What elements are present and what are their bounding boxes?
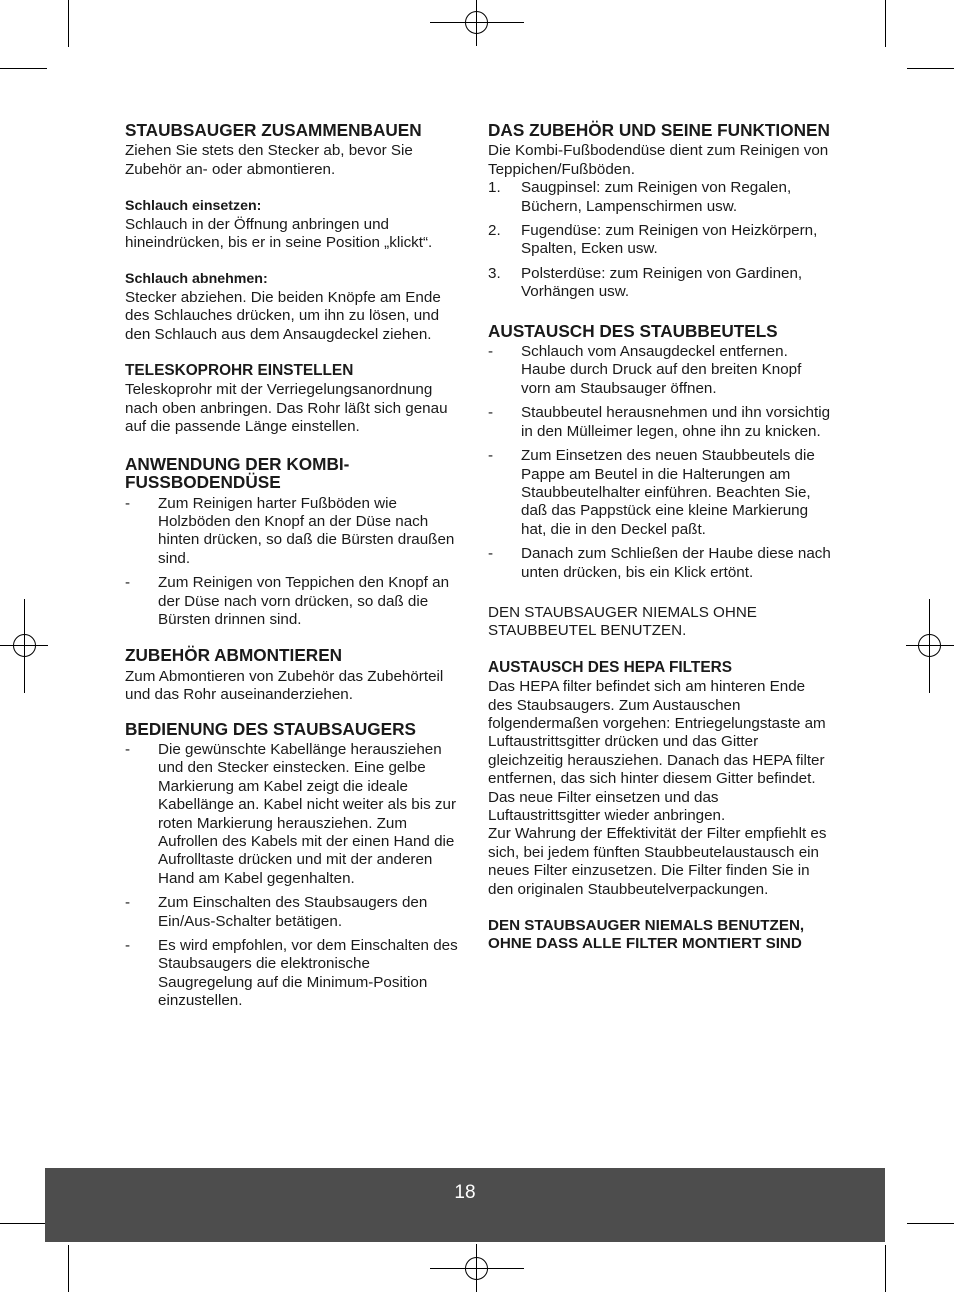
list-item — [125, 741, 467, 888]
list-item-text: Die gewünschte Kabellänge herausziehen und den Stecker einstecken. Eine gelbe Markierung am Kabel zeigt die ideale Kabellänge an. Kabel nicht weiter als bis zur roten Markierung herausziehen. Zum Aufrollen des Kabels mit der einen Hand die Aufrolltaste drücken und mit der anderen Hand am Kabel gegenhalten. — [158, 740, 457, 887]
registration-mark-right — [906, 599, 954, 693]
hose-insert-text: Schlauch in der Öffnung anbringen und hineindrücken, bis er in seine Position „klickt“. — [125, 215, 433, 252]
telescope-text: Teleskoprohr mit der Verriegelungsanordnung nach oben anbringen. Das Rohr läßt sich genau auf die passende Länge einstellen. — [125, 381, 448, 436]
crop-mark-top-right — [884, 0, 954, 70]
list-marker: - — [125, 937, 131, 955]
list-item-text: Zum Einschalten des Staubsaugers den Ein/Aus-Schalter betätigen. — [158, 894, 428, 930]
list-item — [488, 179, 833, 216]
list-marker: - — [488, 545, 494, 563]
section-title-detach: ZUBEHÖR ABMONTIEREN — [125, 645, 343, 666]
list-marker: - — [125, 740, 131, 758]
section-title-operation: BEDIENUNG DES STAUBSAUGERS — [125, 718, 416, 739]
hose-remove-title: Schlauch abnehmen: — [125, 271, 268, 288]
section-title-bag: AUSTAUSCH DES STAUBBEUTELS — [488, 320, 778, 341]
section-title-assemble: STAUBSAUGER ZUSAMMENBAUEN — [125, 120, 422, 140]
list-item — [125, 894, 467, 931]
list-item-text: Saugpinsel: zum Reinigen von Regalen, Büchern, Lampenschirmen usw. — [521, 179, 792, 215]
list-marker: 1. — [488, 179, 501, 197]
section-title-accessories: DAS ZUBEHÖR UND SEINE FUNKTIONEN — [488, 120, 830, 140]
operation-list — [125, 741, 467, 1011]
section-accessories — [488, 121, 833, 302]
footer-bar — [45, 1168, 885, 1242]
list-item — [488, 447, 833, 539]
section-nozzle — [125, 455, 467, 630]
registration-mark-left — [0, 599, 48, 693]
hose-remove-text: Stecker abziehen. Die beiden Knöpfe am Ende des Schlauches drücken, um ihn zu lösen, und den Schlauch aus dem Ansaugdeckel ziehen. — [125, 288, 441, 343]
hepa-text-2: Zur Wahrung der Effektivität der Filter empfiehlt es sich, bei jedem fünften Staubbeutelaustausch ein neues Filter einzusetzen. Die Filter finden Sie in den originalen Staubbeutelverpackungen. — [488, 825, 827, 898]
list-item-text: Zum Einsetzen des neuen Staubbeutels die Pappe am Beutel in die Halterungen am Staubbeutelhalter einführen. Beachten Sie, daß das Pappstück eine kleine Markierung hat, die in den Deckel paßt. — [521, 447, 815, 538]
hepa-warning: DEN STAUBSAUGER NIEMALS BENUTZEN, OHNE DASS ALLE FILTER MONTIERT SIND — [488, 917, 805, 953]
section-assemble — [125, 121, 467, 344]
list-marker: - — [488, 404, 494, 422]
list-item-text: Zum Reinigen von Teppichen den Knopf an der Düse nach vorn drücken, so daß die Bürsten drinnen sind. — [158, 574, 450, 628]
section-hepa — [488, 659, 833, 954]
list-marker: - — [488, 343, 494, 361]
section-detach — [125, 646, 467, 704]
list-item — [125, 937, 467, 1011]
registration-mark-top — [430, 0, 524, 48]
section-operation — [125, 720, 467, 1011]
list-item — [488, 545, 833, 582]
accessories-intro: Die Kombi-Fußbodendüse dient zum Reinigen von Teppichen/Fußböden. — [488, 142, 829, 178]
list-item-text: Schlauch vom Ansaugdeckel entfernen. Haube durch Druck auf den breiten Knopf vorn am Staubsauger öffnen. — [521, 343, 802, 397]
list-item — [125, 574, 467, 629]
section-title-nozzle: ANWENDUNG DER KOMBI-FUSSBODENDÜSE — [125, 453, 350, 493]
list-item-text: Staubbeutel herausnehmen und ihn vorsichtig in den Mülleimer legen, ohne ihn zu knicken. — [521, 404, 831, 440]
list-item-text: Zum Reinigen harter Fußböden wie Holzböden den Knopf an der Düse nach hinten drücken, so daß die Bürsten draußen sind. — [158, 494, 455, 567]
list-item — [488, 265, 833, 302]
list-item-text: Es wird empfohlen, vor dem Einschalten des Staubsaugers die elektronische Saugregelung auf die Minimum-Position einzustellen. — [158, 937, 458, 1010]
list-marker: 3. — [488, 264, 501, 282]
list-item — [488, 404, 833, 441]
list-item-text: Fugendüse: zum Reinigen von Heizkörpern, Spalten, Ecken usw. — [521, 222, 818, 258]
list-item-text: Danach zum Schließen der Haube diese nach unten drücken, bis ein Klick ertönt. — [521, 545, 831, 581]
list-marker: 2. — [488, 222, 501, 240]
crop-mark-top-left — [0, 0, 70, 70]
detach-text: Zum Abmontieren von Zubehör das Zubehörteil und das Rohr auseinanderziehen. — [125, 667, 444, 704]
list-marker: - — [488, 447, 494, 465]
bag-list — [488, 343, 833, 582]
section-title-telescope: TELESKOPROHR EINSTELLEN — [125, 362, 354, 380]
section-telescope — [125, 362, 467, 437]
list-item — [125, 495, 467, 569]
left-column — [125, 121, 467, 1017]
list-item — [488, 222, 833, 259]
list-item-text: Polsterdüse: zum Reinigen von Gardinen, Vorhängen usw. — [521, 264, 803, 301]
list-marker: - — [125, 574, 131, 592]
hepa-text-1: Das HEPA filter befindet sich am hinteren Ende des Staubsaugers. Zum Austauschen folgendermaßen vorgehen: Entriegelungstaste am Luftaustrittsgitter drücken und das Gitter gleichzeitig herausziehen. Danach das HEPA filter entfernen, das sich hinter diesem Gitter befindet. Das neue Filter einsetzen und das Luftaustrittsgitter wieder anbringen. — [488, 678, 826, 824]
accessories-list — [488, 179, 833, 301]
section-bag — [488, 322, 833, 641]
registration-mark-bottom — [430, 1244, 524, 1292]
list-marker: - — [125, 494, 131, 512]
list-item — [488, 343, 833, 398]
crop-mark-bottom-right — [884, 1222, 954, 1292]
list-marker: - — [125, 894, 131, 912]
section-title-hepa: AUSTAUSCH DES HEPA FILTERS — [488, 658, 732, 676]
right-column — [488, 121, 833, 954]
hose-insert-title: Schlauch einsetzen: — [125, 198, 262, 215]
page-number: 18 — [454, 1182, 476, 1203]
nozzle-list — [125, 495, 467, 630]
assemble-intro: Ziehen Sie stets den Stecker ab, bevor Sie Zubehör an- oder abmontieren. — [125, 142, 413, 178]
bag-warning: DEN STAUBSAUGER NIEMALS OHNE STAUBBEUTEL BENUTZEN. — [488, 603, 757, 640]
